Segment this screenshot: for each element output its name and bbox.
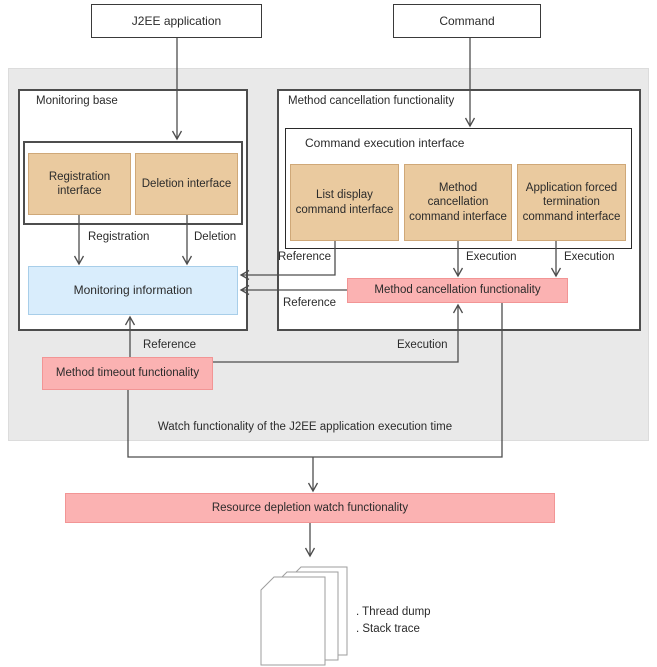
watch-functionality-caption: Watch functionality of the J2EE application execution time — [157, 421, 453, 433]
edge-label-execution-timeout: Execution — [397, 339, 448, 351]
method-cancellation-functionality-label: Method cancellation functionality — [374, 284, 541, 297]
node-monitoring-information — [28, 266, 238, 315]
deletion-interface-label: Deletion interface — [141, 177, 232, 190]
output-thread-dump: . Thread dump — [356, 606, 431, 618]
node-registration-interface — [28, 153, 131, 215]
edge-label-execution-forced-termination: Execution — [564, 251, 615, 263]
registration-interface-label: Registration interface — [48, 170, 111, 197]
node-j2ee-application-label: J2EE application — [131, 13, 222, 28]
node-deletion-interface — [135, 153, 238, 215]
edge-label-reference-cancel-functionality: Reference — [283, 297, 337, 309]
edge-label-reference-list-display: Reference — [278, 251, 332, 263]
node-j2ee-application — [91, 4, 262, 38]
node-command — [393, 4, 541, 38]
list-display-command-interface-label: List display command interface — [295, 189, 394, 216]
node-method-cancellation-functionality — [347, 278, 568, 303]
method-timeout-functionality-label: Method timeout functionality — [55, 367, 200, 380]
resource-depletion-watch-functionality-label: Resource depletion watch functionality — [211, 501, 409, 514]
edge-label-deletion: Deletion — [194, 231, 237, 243]
document-page-front — [261, 577, 325, 665]
monitoring-base-title: Monitoring base — [36, 95, 118, 107]
document-stack-icon — [261, 567, 347, 665]
node-command-label: Command — [439, 13, 495, 28]
node-application-forced-termination-command-interface — [517, 164, 626, 241]
application-forced-termination-command-interface-label: Application forced termination command interface — [522, 181, 621, 223]
command-execution-interface-title: Command execution interface — [305, 136, 465, 150]
edge-label-execution-method-cancel: Execution — [466, 251, 517, 263]
node-resource-depletion-watch-functionality — [65, 493, 555, 523]
edge-label-registration: Registration — [88, 231, 150, 243]
document-page-middle — [274, 572, 338, 660]
monitoring-information-label: Monitoring information — [73, 283, 193, 297]
output-stack-trace: . Stack trace — [356, 623, 420, 635]
node-method-timeout-functionality — [42, 357, 213, 390]
node-list-display-command-interface — [290, 164, 399, 241]
document-page-back — [288, 567, 347, 655]
node-method-cancellation-command-interface — [404, 164, 512, 241]
method-cancellation-command-interface-label: Method cancellation command interface — [409, 181, 507, 223]
method-cancellation-container-title: Method cancellation functionality — [288, 95, 455, 107]
edge-label-reference-timeout: Reference — [143, 339, 197, 351]
